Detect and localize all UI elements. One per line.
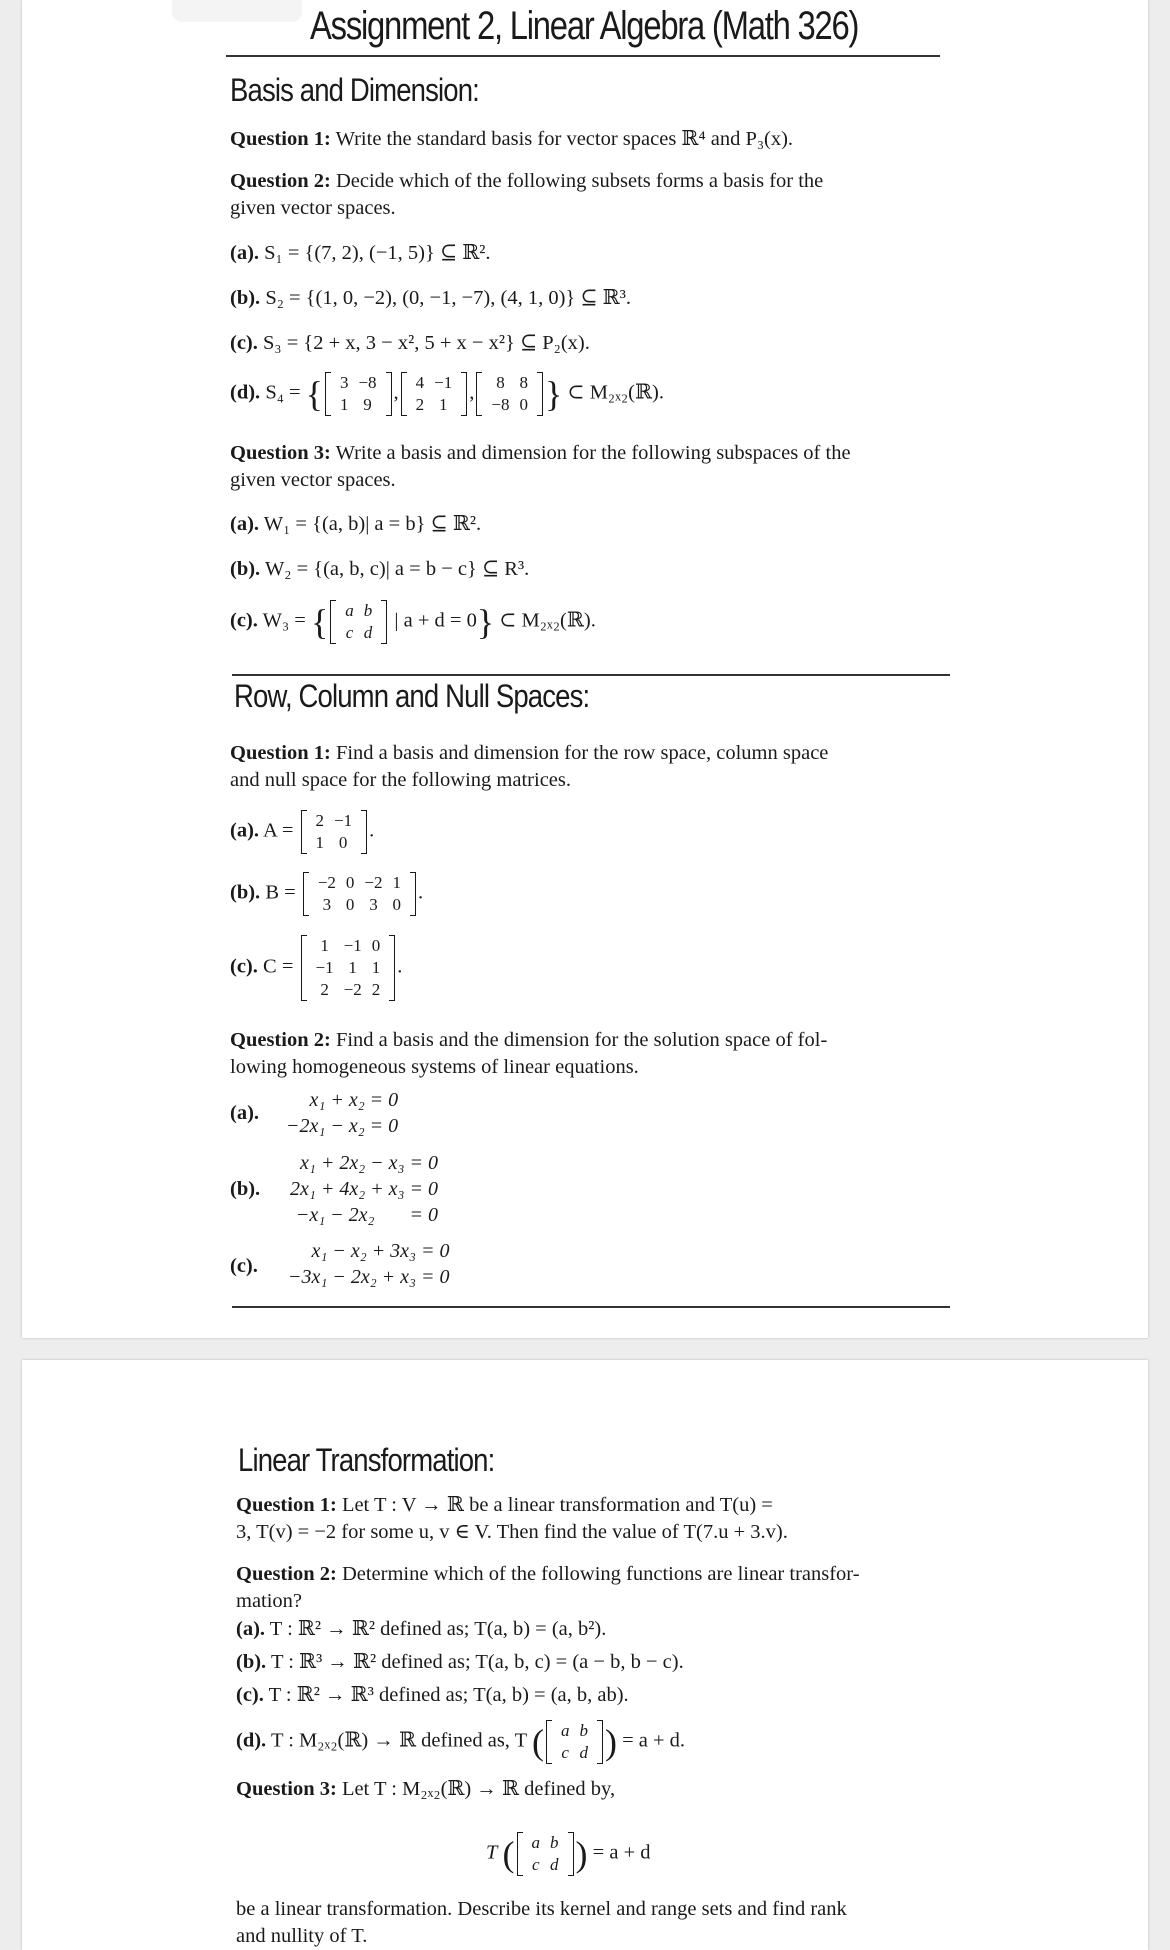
- matrix-entry: b: [363, 601, 373, 620]
- item-prefix: S₄ =: [265, 381, 301, 404]
- left-paren: (: [502, 1834, 515, 1874]
- matrix-entry: −1: [334, 811, 353, 830]
- rowcol-q1-a: (a). A = 2 −1 1 0 .: [230, 811, 375, 852]
- matrix-entry: 0: [345, 895, 355, 914]
- left-brace: {: [310, 602, 329, 642]
- basis-q2-b: [230, 285, 631, 312]
- question-text: Determine which of the following functions are linear transfor-: [341, 1563, 860, 1585]
- question-text: Find a basis and dimension for the row space, column space: [335, 742, 829, 764]
- question-label: Question 1:: [230, 742, 331, 764]
- basis-q3-a: [230, 511, 481, 538]
- matrix-entry: d: [363, 623, 373, 642]
- item-label: (c).: [230, 332, 258, 354]
- rowcol-q2: [230, 1027, 827, 1054]
- matrix-entry: 4: [415, 373, 425, 392]
- matrix-entry: 3: [339, 373, 349, 392]
- matrix-b: [303, 872, 416, 916]
- equation: −x₁ − 2x₂ = 0: [295, 1204, 438, 1226]
- matrix-entry: 1: [438, 395, 448, 414]
- question-text: Let T : M₂ₓ₂(ℝ) → ℝ defined by,: [341, 1778, 616, 1800]
- item-prefix: W₃ =: [262, 609, 306, 632]
- matrix-entry: 3: [369, 895, 378, 914]
- matrix-entry: c: [532, 1855, 540, 1874]
- lt-q3-line1: be a linear transformation. Describe its kernel and range sets and find rank: [236, 1898, 847, 1920]
- matrix-s4-1: [325, 372, 392, 416]
- matrix-lt-q3: [517, 1832, 574, 1876]
- item-text: T : ℝ³ → ℝ² defined as; T(a, b, c) = (a − b, b − c).: [270, 1651, 684, 1673]
- equation: x₁ + 2x₂ − x₃ = 0: [300, 1152, 438, 1174]
- lt-q3-line2: and nullity of T.: [236, 1925, 368, 1947]
- item-text: S₂ = {(1, 0, −2), (0, −1, −7), (4, 1, 0)} ⊆ ℝ³.: [265, 287, 631, 309]
- lt-q2-c: [236, 1682, 629, 1709]
- item-label: (a).: [236, 1618, 266, 1640]
- item-label: (d).: [236, 1729, 267, 1752]
- question-text: Write a basis and dimension for the following subspaces of the: [335, 442, 851, 464]
- item-label: (a).: [230, 513, 260, 535]
- basis-q2-line2: given vector spaces.: [230, 197, 396, 219]
- item-text: S₁ = {(7, 2), (−1, 5)} ⊆ ℝ².: [264, 242, 491, 264]
- section-heading-rowcol: Row, Column and Null Spaces:: [234, 678, 590, 714]
- matrix-entry: −2: [343, 980, 362, 999]
- matrix-entry: 2: [371, 980, 381, 999]
- rowcol-q2-line2: lowing homogeneous systems of linear equations.: [230, 1056, 639, 1078]
- lt-q2-line2: mation?: [236, 1590, 303, 1612]
- eq-suffix: = a + d: [592, 1841, 651, 1864]
- question-label: Question 2:: [230, 170, 331, 192]
- item-label: (a).: [230, 242, 260, 264]
- item-suffix: = a + d.: [622, 1729, 686, 1752]
- matrix-entry: 1: [348, 958, 357, 977]
- basis-q2-d: (d). S₄ = { 3 −8 1 9 , 4 −1 2 1 , 8 8 −8 0 } ⊂ M₂ₓ₂(ℝ).: [230, 373, 664, 414]
- basis-q2-c: [230, 330, 590, 357]
- rowcol-q1-b: (b). B = −2 0 −2 1 3 0 3 0 .: [230, 873, 424, 914]
- matrix-entry: −8: [491, 395, 510, 414]
- page-title: Assignment 2, Linear Algebra (Math 326): [310, 4, 859, 48]
- lt-q2: [236, 1561, 860, 1588]
- right-brace: }: [476, 602, 495, 642]
- basis-q1: [230, 126, 793, 153]
- matrix-entry: 0: [338, 833, 348, 852]
- left-paren: (: [531, 1722, 544, 1762]
- item-label: (b).: [236, 1651, 267, 1673]
- matrix-entry: d: [579, 1743, 588, 1762]
- system-a: [286, 1087, 398, 1139]
- item-text: T : ℝ² → ℝ² defined as; T(a, b) = (a, b²).: [269, 1618, 607, 1640]
- matrix-entry: 1: [315, 833, 325, 852]
- basis-q2-a: [230, 240, 491, 267]
- rowcol-q1-line2: and null space for the following matrices.: [230, 769, 571, 791]
- matrix-a: [301, 810, 368, 854]
- question-text: Find a basis and the dimension for the solution space of fol-: [335, 1029, 828, 1051]
- item-label: (a).: [230, 819, 260, 842]
- right-brace: }: [544, 374, 563, 414]
- lt-q3: [236, 1776, 615, 1803]
- lt-q3-equation: [486, 1832, 651, 1876]
- matrix-entry: −2: [317, 873, 336, 892]
- section-rule: [232, 1306, 950, 1308]
- item-label: (c).: [230, 955, 258, 978]
- equation: x₁ − x₂ + 3x₃ = 0: [311, 1240, 450, 1262]
- question-text: Let T : V → ℝ be a linear transformation and T(u) =: [341, 1494, 773, 1516]
- item-label: (d).: [230, 381, 261, 404]
- basis-q3-b: [230, 556, 529, 583]
- right-paren: ): [575, 1834, 588, 1874]
- lt-q2-b: [236, 1649, 684, 1676]
- left-brace: {: [305, 374, 323, 414]
- question-label: Question 3:: [236, 1778, 337, 1800]
- system-c: [288, 1238, 449, 1290]
- item-text: W₁ = {(a, b)| a = b} ⊆ ℝ².: [263, 513, 482, 535]
- matrix-entry: 1: [320, 936, 329, 955]
- matrix-entry: b: [579, 1721, 588, 1740]
- rowcol-q1-c: (c). C = 1 −1 0 −1 1 1 2 −2 2 .: [230, 936, 403, 999]
- item-label: (b).: [230, 287, 261, 309]
- system-c-label: (c).: [230, 1255, 258, 1277]
- item-label: (c).: [230, 609, 258, 632]
- lt-q1-line2: 3, T(v) = −2 for some u, v ∈ V. Then find the value of T(7.u + 3.v).: [236, 1521, 788, 1543]
- title-rule: [226, 55, 940, 57]
- matrix-entry: 0: [371, 936, 381, 955]
- matrix-entry: 1: [371, 958, 381, 977]
- rowcol-q1: [230, 740, 828, 767]
- section-heading-basis: Basis and Dimension:: [230, 72, 479, 108]
- matrix-entry: 2: [320, 980, 329, 999]
- item-text: S₃ = {2 + x, 3 − x², 5 + x − x²} ⊆ P₂(x).: [263, 332, 590, 354]
- basis-q3: [230, 440, 851, 467]
- lt-q2-a: [236, 1616, 606, 1643]
- matrix-entry: −1: [343, 936, 362, 955]
- item-prefix: C =: [263, 955, 294, 978]
- basis-q3-c: [230, 600, 596, 644]
- equation: x₁ + x₂ = 0: [309, 1089, 399, 1111]
- question-label: Question 2:: [236, 1563, 337, 1585]
- matrix-entry: 0: [392, 895, 401, 914]
- matrix-entry: a: [560, 1721, 570, 1740]
- matrix-entry: 2: [315, 811, 325, 830]
- matrix-entry: a: [345, 601, 354, 620]
- item-prefix: B =: [265, 881, 296, 904]
- matrix-entry: −8: [358, 373, 377, 392]
- matrix-entry: −1: [434, 373, 453, 392]
- item-suffix: ⊂ M₂ₓ₂(ℝ).: [499, 609, 596, 632]
- matrix-lt-d: [546, 1720, 603, 1764]
- matrix-entry: d: [550, 1855, 559, 1874]
- equation: −2x₁ − x₂ = 0: [286, 1115, 399, 1137]
- question-text: Decide which of the following subsets forms a basis for the: [335, 170, 824, 192]
- page-1: [22, 0, 1148, 1338]
- matrix-entry: 0: [345, 873, 355, 892]
- question-label: Question 1:: [230, 128, 331, 150]
- item-text: T : ℝ² → ℝ³ defined as; T(a, b) = (a, b, ab).: [268, 1684, 629, 1706]
- matrix-entry: b: [550, 1833, 559, 1852]
- matrix-entry: 8: [496, 373, 505, 392]
- matrix-entry: −2: [364, 873, 383, 892]
- item-text: W₂ = {(a, b, c)| a = b − c} ⊆ R³.: [264, 558, 530, 580]
- system-b-label: (b).: [230, 1178, 261, 1200]
- lt-q2-d: [236, 1720, 685, 1764]
- question-label: Question 2:: [230, 1029, 331, 1051]
- matrix-c: [301, 935, 396, 1001]
- equation: 2x₁ + 4x₂ + x₃ = 0: [290, 1178, 438, 1200]
- item-suffix: ⊂ M₂ₓ₂(ℝ).: [567, 381, 664, 404]
- matrix-entry: −1: [315, 958, 334, 977]
- matrix-entry: 3: [322, 895, 332, 914]
- system-b: [290, 1150, 438, 1228]
- basis-q2: [230, 168, 823, 195]
- question-text: Write the standard basis for vector spaces ℝ⁴ and P₃(x).: [335, 128, 794, 150]
- matrix-entry: a: [531, 1833, 541, 1852]
- basis-q3-line2: given vector spaces.: [230, 469, 396, 491]
- item-label: (b).: [230, 558, 261, 580]
- matrix-s4-3: [476, 372, 543, 416]
- item-prefix: T : M₂ₓ₂(ℝ) → ℝ defined as, T: [270, 1729, 527, 1752]
- matrix-entry: c: [561, 1743, 569, 1762]
- eq-prefix: T: [486, 1841, 498, 1864]
- lt-q1: [236, 1492, 773, 1519]
- item-condition: | a + d = 0: [394, 609, 477, 632]
- matrix-entry: 8: [519, 373, 528, 392]
- system-a-label: (a).: [230, 1102, 260, 1124]
- matrix-entry: c: [345, 623, 354, 642]
- matrix-entry: 1: [392, 873, 401, 892]
- equation: −3x₁ − 2x₂ + x₃ = 0: [288, 1266, 450, 1288]
- section-rule: [232, 674, 950, 676]
- item-prefix: A =: [263, 819, 294, 842]
- matrix-entry: 9: [363, 395, 372, 414]
- page-tab: [172, 0, 302, 22]
- item-label: (c).: [236, 1684, 264, 1706]
- question-label: Question 3:: [230, 442, 331, 464]
- matrix-entry: 0: [519, 395, 528, 414]
- question-label: Question 1:: [236, 1494, 337, 1516]
- right-paren: ): [604, 1722, 617, 1762]
- matrix-entry: 2: [415, 395, 425, 414]
- item-label: (b).: [230, 881, 261, 904]
- matrix-w3: [330, 600, 387, 644]
- matrix-s4-2: [401, 372, 468, 416]
- matrix-entry: 1: [339, 395, 349, 414]
- section-heading-lt: Linear Transformation:: [238, 1442, 495, 1478]
